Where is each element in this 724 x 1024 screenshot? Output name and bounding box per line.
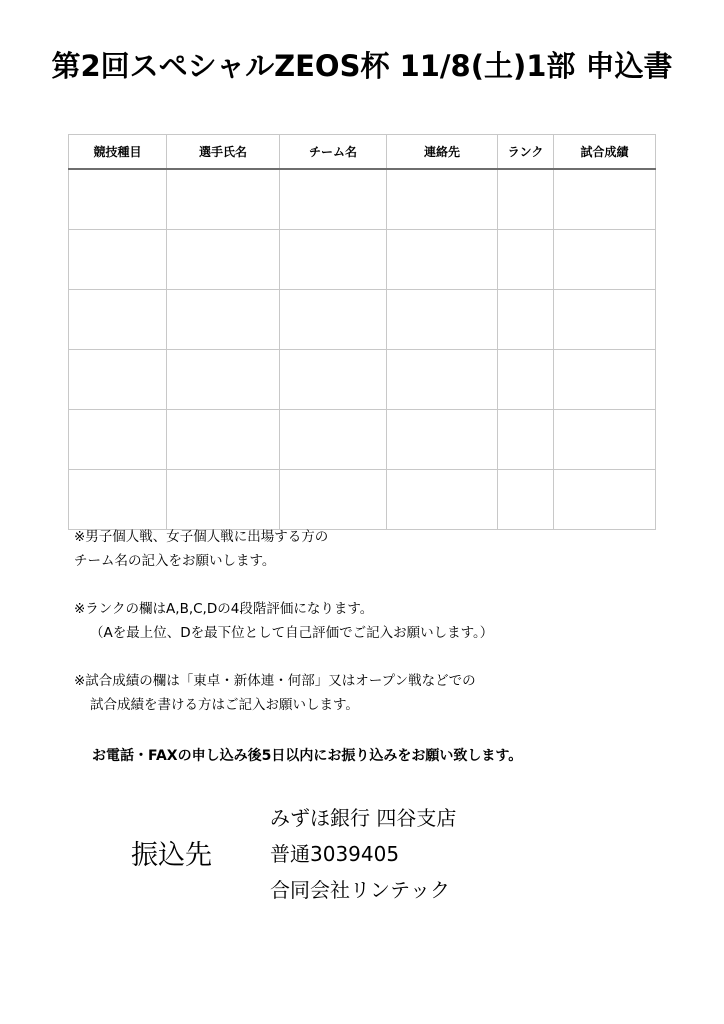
- application-table: [68, 134, 656, 530]
- notes-section: [74, 525, 694, 717]
- note-team-name-line1: ※男子個人戦、女子個人戦に出場する方の: [74, 529, 329, 545]
- table-row: [69, 470, 656, 530]
- table-cell[interactable]: [167, 169, 280, 230]
- table-row: [69, 290, 656, 350]
- page-title: 第2回スペシャルZEOS杯 11/8(土)1部 申込書: [51, 49, 673, 83]
- table-cell[interactable]: [69, 470, 167, 530]
- header-rank: ランク: [498, 135, 554, 170]
- table-cell[interactable]: [69, 410, 167, 470]
- table-cell[interactable]: [69, 350, 167, 410]
- table-cell[interactable]: [498, 350, 554, 410]
- table-cell[interactable]: [387, 169, 498, 230]
- table-cell[interactable]: [167, 350, 280, 410]
- table-cell[interactable]: [387, 470, 498, 530]
- note-rank-line2: （Aを最上位、Dを最下位として自己評価でご記入お願いします。）: [90, 625, 494, 641]
- account-number: 普通3039405: [270, 842, 400, 866]
- header-results: 試合成績: [554, 135, 656, 170]
- table-row: [69, 350, 656, 410]
- header-contact: 連絡先: [387, 135, 498, 170]
- account-holder: 合同会社リンテック: [270, 878, 450, 902]
- table-cell[interactable]: [280, 470, 387, 530]
- table-cell[interactable]: [280, 410, 387, 470]
- transfer-label: 振込先: [131, 840, 212, 871]
- table-cell[interactable]: [498, 470, 554, 530]
- table-cell[interactable]: [167, 410, 280, 470]
- table-cell[interactable]: [498, 410, 554, 470]
- table-cell[interactable]: [498, 290, 554, 350]
- header-team-name: チーム名: [280, 135, 387, 170]
- table-row: [69, 410, 656, 470]
- table-row: [69, 169, 656, 230]
- table-cell[interactable]: [498, 230, 554, 290]
- table-cell[interactable]: [69, 290, 167, 350]
- table-cell[interactable]: [554, 470, 656, 530]
- table-cell[interactable]: [387, 230, 498, 290]
- note-team-name-line2: チーム名の記入をお願いします。: [74, 553, 276, 569]
- table-cell[interactable]: [280, 350, 387, 410]
- note-results-line1: ※試合成績の欄は「東卓・新体連・何部」又はオープン戦などでの: [74, 673, 476, 689]
- table-cell[interactable]: [554, 290, 656, 350]
- table-cell[interactable]: [280, 230, 387, 290]
- note-results-line2: 試合成績を書ける方はご記入お願いします。: [90, 697, 359, 713]
- table-cell[interactable]: [554, 350, 656, 410]
- table-cell[interactable]: [387, 410, 498, 470]
- bank-name: みずほ銀行 四谷支店: [270, 806, 457, 830]
- transfer-details: [270, 800, 456, 908]
- table-header-row: [69, 135, 656, 170]
- header-event: 競技種目: [69, 135, 167, 170]
- table-cell[interactable]: [280, 290, 387, 350]
- table-cell[interactable]: [167, 290, 280, 350]
- table-cell[interactable]: [554, 230, 656, 290]
- table-cell[interactable]: [280, 169, 387, 230]
- table-cell[interactable]: [167, 230, 280, 290]
- table-cell[interactable]: [554, 169, 656, 230]
- table-cell[interactable]: [387, 350, 498, 410]
- payment-deadline-note: お電話・FAXの申し込み後5日以内にお振り込みをお願い致します。: [92, 748, 523, 764]
- table-cell[interactable]: [554, 410, 656, 470]
- table-cell[interactable]: [69, 169, 167, 230]
- table-row: [69, 230, 656, 290]
- note-rank-line1: ※ランクの欄はA,B,C,Dの4段階評価になります。: [74, 601, 374, 617]
- table-cell[interactable]: [69, 230, 167, 290]
- header-player-name: 選手氏名: [167, 135, 280, 170]
- table-cell[interactable]: [167, 470, 280, 530]
- table-cell[interactable]: [387, 290, 498, 350]
- table-cell[interactable]: [498, 169, 554, 230]
